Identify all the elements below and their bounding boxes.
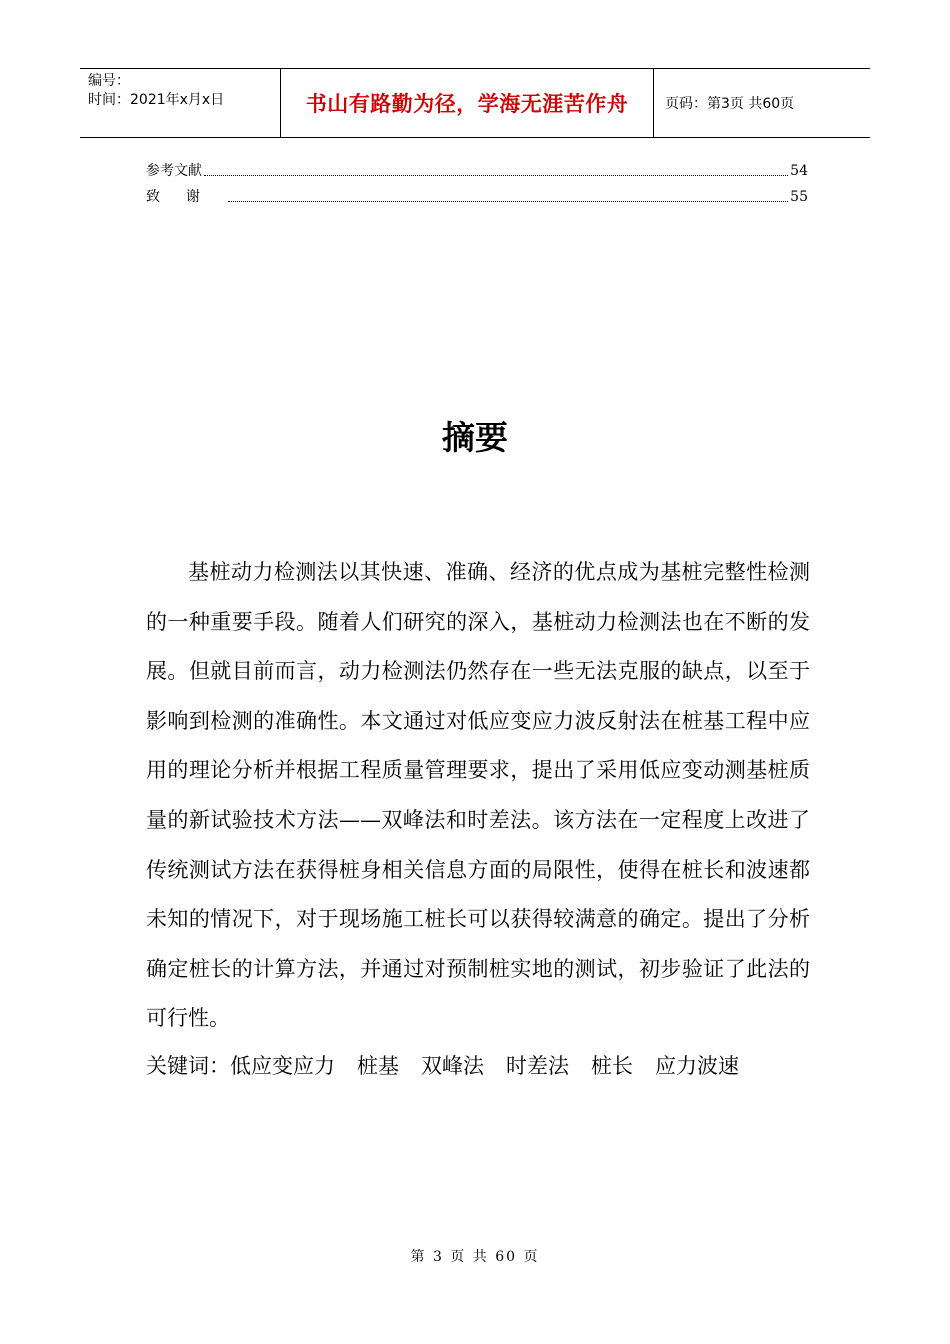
toc-leader-dots xyxy=(228,200,788,202)
page-header xyxy=(80,68,870,138)
keyword-item: 低应变应力 xyxy=(230,1054,335,1078)
toc-leader-dots xyxy=(204,174,788,176)
toc-entry-acknowledgement[interactable] xyxy=(146,186,808,206)
toc-entry-page: 55 xyxy=(790,189,808,205)
keywords-label: 关键词： xyxy=(146,1054,230,1078)
number-label: 编号： xyxy=(88,73,130,89)
date-label: 时间：2021年x月x日 xyxy=(88,92,225,108)
header-motto-cell xyxy=(281,69,654,137)
keyword-item: 时差法 xyxy=(506,1054,569,1078)
toc-entry-references[interactable] xyxy=(146,160,808,180)
header-meta-cell xyxy=(80,69,281,137)
keyword-item: 双峰法 xyxy=(421,1054,484,1078)
abstract-body xyxy=(146,548,810,1044)
header-page-info: 页码：第3页 共60页 xyxy=(665,96,795,112)
keywords-line xyxy=(146,1046,826,1086)
keyword-item: 桩长 xyxy=(591,1054,633,1078)
keyword-item: 应力波速 xyxy=(655,1054,739,1078)
toc-entry-page: 54 xyxy=(790,163,808,179)
keyword-item: 桩基 xyxy=(357,1054,399,1078)
toc-entry-label: 参考文献 xyxy=(146,163,202,179)
abstract-paragraph: 基桩动力检测法以其快速、准确、经济的优点成为基桩完整性检测的一种重要手段。随着人们研究的深入，基桩动力检测法也在不断的发展。但就目前而言，动力检测法仍然存在一些无法克服的缺点，以至于影响到检测的准确性。本文通过对低应变应力波反射法在桩基工程中应用的理论分析并根据工程质量管理要求，提出了采用低应变动测基桩质量的新试验技术方法——双峰法和时差法。该方法在一定程度上改进了传统测试方法在获得桩身相关信息方面的局限性，使得在桩长和波速都未知的情况下，对于现场施工桩长可以获得较满意的确定。提出了分析确定桩长的计算方法，并通过对预制桩实地的测试，初步验证了此法的可行性。 xyxy=(146,560,810,1031)
motto-text: 书山有路勤为径，学海无涯苦作舟 xyxy=(305,92,629,116)
page-footer: 第 3 页 共 60 页 xyxy=(410,1249,540,1265)
section-title: 摘要 xyxy=(442,418,508,457)
toc-entry-label: 致谢 xyxy=(146,189,226,205)
